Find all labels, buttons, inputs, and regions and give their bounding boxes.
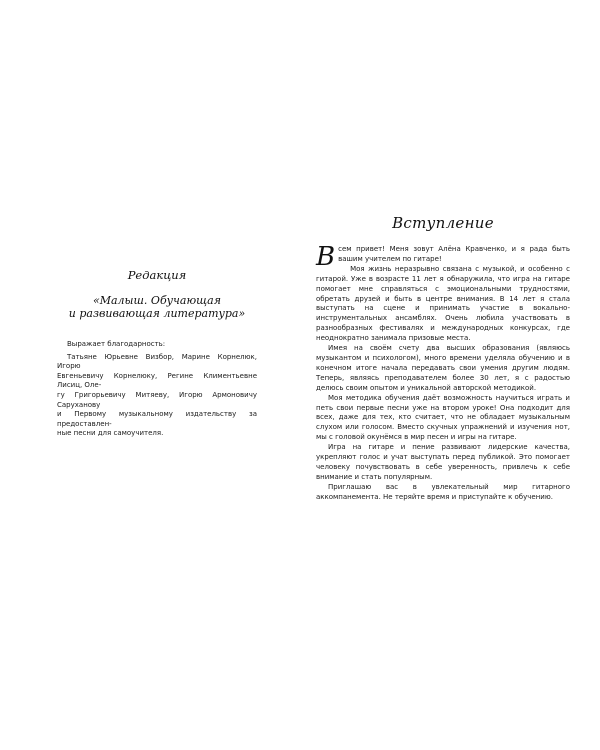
drop-cap: В: [316, 242, 336, 272]
intro-paragraph-3: Имея на своём счету два высших образования (являюсь музыкантом и психологом), много времени уделяла обучению и в конечном итоге начала передавать свои умения другим людям. Теперь, являясь преподавателем более 30 лет, я с радостью делюсь своим опытом и уникальной авторской методикой.: [316, 344, 570, 392]
thanks-line: и Первому музыкальному издательству за предоставлен-: [57, 410, 257, 428]
intro-paragraph-4: Моя методика обучения даёт возможность научиться играть и петь свои первые песни уже на втором уроке! Она подходит для всех, даже для тех, кто считает, что не обладает музыкальным слухом или голосом. Вместо скучных упражнений и изучения нот, мы с головой окунёмся в мир песен и игры на гитаре.: [316, 393, 570, 442]
introduction-heading: Вступление: [392, 214, 494, 232]
intro-paragraph-1: [316, 242, 570, 272]
thanks-line: Татьяне Юрьевне Визбор, Марине Корнелюк, Игорю: [57, 352, 257, 371]
editorial-acknowledgements: [57, 268, 257, 439]
editorial-heading: Редакция: [127, 268, 187, 282]
thanks-intro: Выражает благодарность:: [67, 340, 166, 348]
thanks-line: гу Григорьевичу Митяеву, Игорю Армоновичу Саруханову: [57, 390, 257, 409]
thanks-line: Евгеньевичу Корнелюку, Регине Климентьевне Лисиц, Оле-: [57, 371, 257, 390]
intro-paragraph-6: Приглашаю вас в увлекательный мир гитарного аккомпанемента. Не теряйте время и приступайте к обучению.: [316, 482, 570, 501]
thanks-text: [57, 353, 257, 439]
introduction-section: [316, 214, 570, 503]
publisher-name-line-2: и развивающая литература»: [68, 307, 246, 320]
intro-paragraph-1-text: сем привет! Меня зовут Алёна Кравченко, и я рада быть вашим учителем по гитаре!: [338, 245, 570, 263]
thanks-line: ные песни для самоучителя.: [57, 429, 164, 438]
intro-paragraph-5: Игра на гитаре и пение развивают лидерские качества, укрепляют голос и учат выступать перед публикой. Это помогает человеку почувствовать в себе уверенность, привлечь к себе внимание и стать популярным.: [316, 443, 570, 481]
publisher-name-line-1: «Малыш. Обучающая: [93, 294, 221, 307]
publisher-name: [57, 294, 257, 320]
intro-paragraph-2: Моя жизнь неразрывно связана с музыкой, и особенно с гитарой. Уже в возрасте 11 лет я обнаружила, что игра на гитаре помогает мне справляться с эмоциональными трудностями, обретать друзей и быть в центре внимания. В 14 лет я стала выступать на сцене и принимать участие в вокально-инструментальных ансамблях. Очень любила участвовать в разнообразных фестивалях и международных конкурсах, где неоднократно занимала призовые места.: [316, 264, 570, 343]
right-page: [300, 0, 600, 750]
